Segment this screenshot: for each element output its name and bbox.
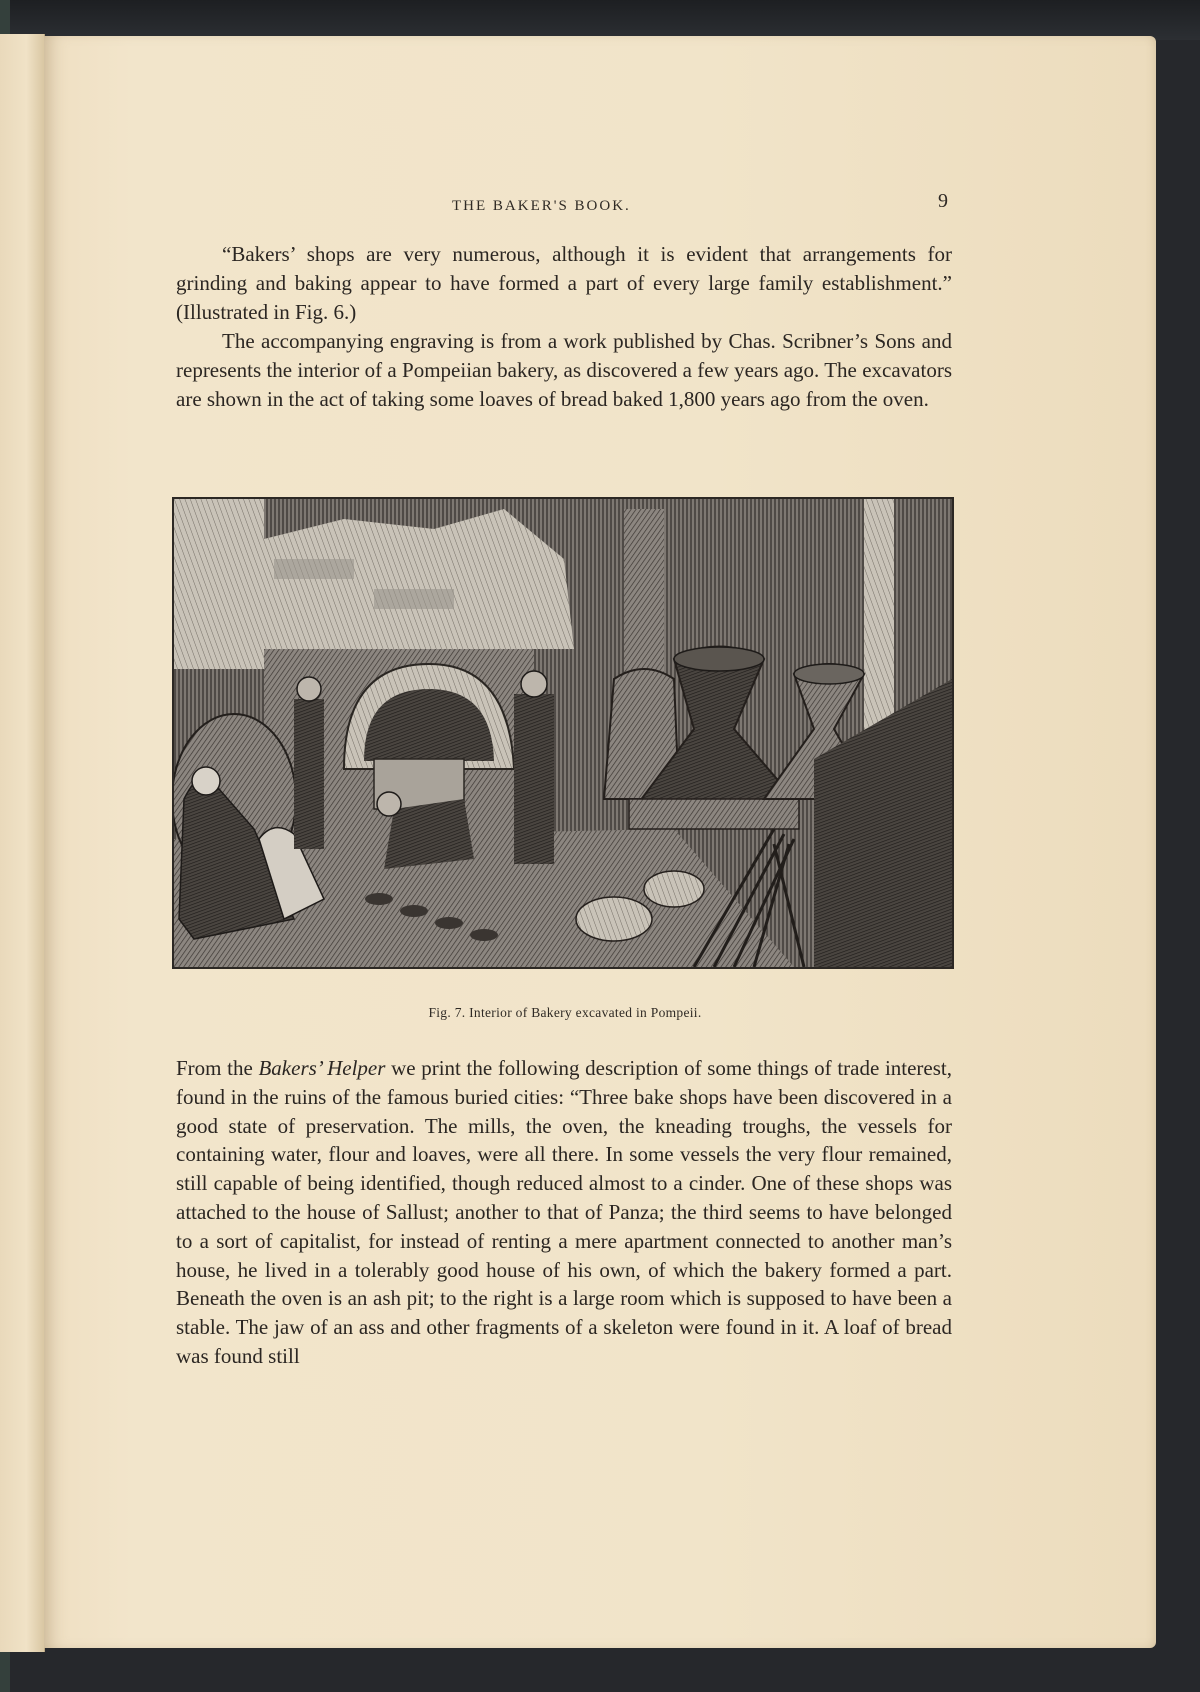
page-number: 9 [938, 190, 948, 212]
publication-title: Bakers’ Helper [258, 1056, 386, 1080]
paragraph-quote: “Bakers’ shops are very numerous, although it is evident that arrangements for grinding and baking appear to have formed a part of every large family establishment.” (Illustrated in Fig. 6.) [176, 242, 952, 324]
paragraph-bakers-helper [176, 1054, 952, 1371]
paragraph-body: we print the following description of some things of trade interest, found in the ruins of the famous buried cities: “Three bake shops have been discovered in a good state of preservation. The mills, the oven, the kneading troughs, the vessels for containing water, flour and loaves, were all there. In some vessels the very flour remained, still capable of being identified, though reduced almost to a cinder. One of these shops was attached to the house of Sallust; another to that of Panza; the third seems to have belonged to a sort of capitalist, for instead of renting a mere apartment connected to another man’s house, he lived in a tolerably good house of his own, of which the bakery formed a part. Beneath the oven is an ash pit; to the right is a large room which is supposed to have been a stable. The jaw of an ass and other fragments of a skeleton were found in it. A loaf of bread was found still [176, 1056, 953, 1368]
book-cover-edge [0, 0, 1200, 40]
running-title: THE BAKER'S BOOK. [452, 198, 631, 214]
figure-caption: Fig. 7. Interior of Bakery excavated in Pompeii. [428, 1005, 702, 1020]
bakery-engraving-figure [172, 497, 954, 969]
facing-page-edge [0, 34, 45, 1652]
bakery-engraving-image [174, 499, 952, 967]
paragraph-lead-in: From the [176, 1056, 259, 1080]
paragraph-engraving-intro: The accompanying engraving is from a work published by Chas. Scribner’s Sons and represents the interior of a Pompeiian bakery, as discovered a few years ago. The excavators are shown in the act of taking some loaves of bread baked 1,800 years ago from the oven. [176, 329, 952, 411]
